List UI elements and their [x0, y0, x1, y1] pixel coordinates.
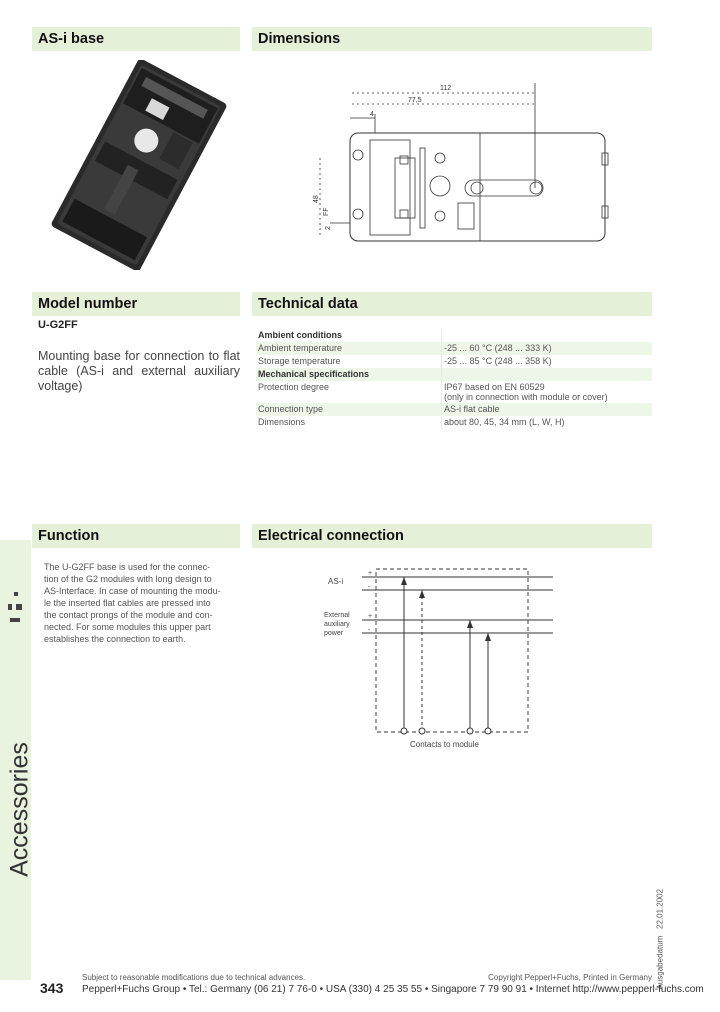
product-photo — [34, 60, 244, 270]
issue-date: Ausgabedatum 22.01.2002 — [655, 888, 665, 990]
ambient-temp-label: Ambient temperature — [256, 342, 442, 355]
dimension-drawing — [300, 78, 620, 268]
dimensions-label: Dimensions — [258, 417, 306, 427]
header-dimensions: Dimensions — [252, 27, 652, 51]
mechanical-specs-heading: Mechanical specifications — [256, 368, 442, 381]
header-function: Function — [32, 524, 240, 548]
function-line: The U-G2FF base is used for the connec- — [44, 562, 211, 572]
protection-value: IP67 based on EN 60529 (only in connection with module or cover) — [442, 381, 653, 403]
storage-temp-label: Storage temperature — [258, 356, 341, 366]
technical-data-table — [256, 329, 652, 429]
ext-plus: + — [368, 613, 373, 620]
protection-note: (only in connection with module or cover) — [444, 392, 608, 402]
ambient-temp-value: -25 ... 60 °C (248 ... 333 K) — [442, 342, 653, 355]
header-technical-data: Technical data — [252, 292, 652, 316]
dimensions-value: about 80, 45, 34 mm (L, W, H) — [442, 416, 653, 429]
dim-2: 2 — [325, 226, 332, 230]
asi-label: AS-i — [328, 577, 344, 586]
contacts-label: Contacts to module — [410, 740, 479, 749]
footer-note: Subject to reasonable modifications due to technical advances. — [82, 973, 306, 982]
ext-minus: - — [368, 627, 371, 634]
storage-temp-value: -25 ... 85 °C (248 ... 358 K) — [442, 355, 653, 368]
function-line: the contact prongs of the module and con- — [44, 610, 213, 620]
dim-4: 4 — [370, 111, 374, 118]
dim-77-5: 77,5 — [408, 97, 422, 104]
dim-112: 112 — [440, 85, 452, 92]
dim-48: 48 — [313, 195, 320, 203]
header-electrical-connection: Electrical connection — [252, 524, 652, 548]
sidebar-label: Accessories — [5, 742, 34, 877]
function-line: tion of the G2 modules with long design to — [44, 574, 212, 584]
ext-label-1: External — [324, 612, 350, 619]
function-line: AS-Interface. In case of mounting the modu- — [44, 586, 221, 596]
electrical-diagram — [310, 565, 570, 755]
model-number: U-G2FF — [38, 319, 78, 331]
connector-icon — [6, 590, 26, 630]
page-number: 343 — [40, 980, 64, 996]
function-line: establishes the connection to earth. — [44, 634, 186, 644]
ambient-conditions-heading: Ambient conditions — [258, 330, 342, 340]
header-asi-base: AS-i base — [32, 27, 240, 51]
function-text — [44, 561, 240, 645]
ext-label-2: auxiliary — [324, 621, 350, 628]
header-model-number: Model number — [32, 292, 240, 316]
dim-ff: FF — [323, 207, 330, 216]
protection-label: Protection degree — [258, 382, 330, 392]
connection-type-label: Connection type — [256, 403, 442, 416]
asi-minus: - — [368, 584, 371, 591]
footer-contacts: Pepperl+Fuchs Group • Tel.: Germany (06 21) 7 76-0 • USA (330) 4 25 35 55 • Singapore 7 79 90 91 • Internet http://www.pepperl-fuchs.com — [82, 984, 704, 995]
function-line: le the inserted flat cables are pressed into — [44, 598, 211, 608]
ext-label-3: power — [324, 630, 344, 637]
asi-plus: + — [368, 570, 373, 577]
model-description: Mounting base for connection to flat cable (AS-i and external auxiliary voltage) — [38, 349, 240, 393]
function-line: nected. For some modules this upper part — [44, 622, 211, 632]
footer-copyright: Copyright Pepperl+Fuchs, Printed in Germany — [488, 973, 652, 982]
connection-type-value: AS-i flat cable — [442, 403, 653, 416]
